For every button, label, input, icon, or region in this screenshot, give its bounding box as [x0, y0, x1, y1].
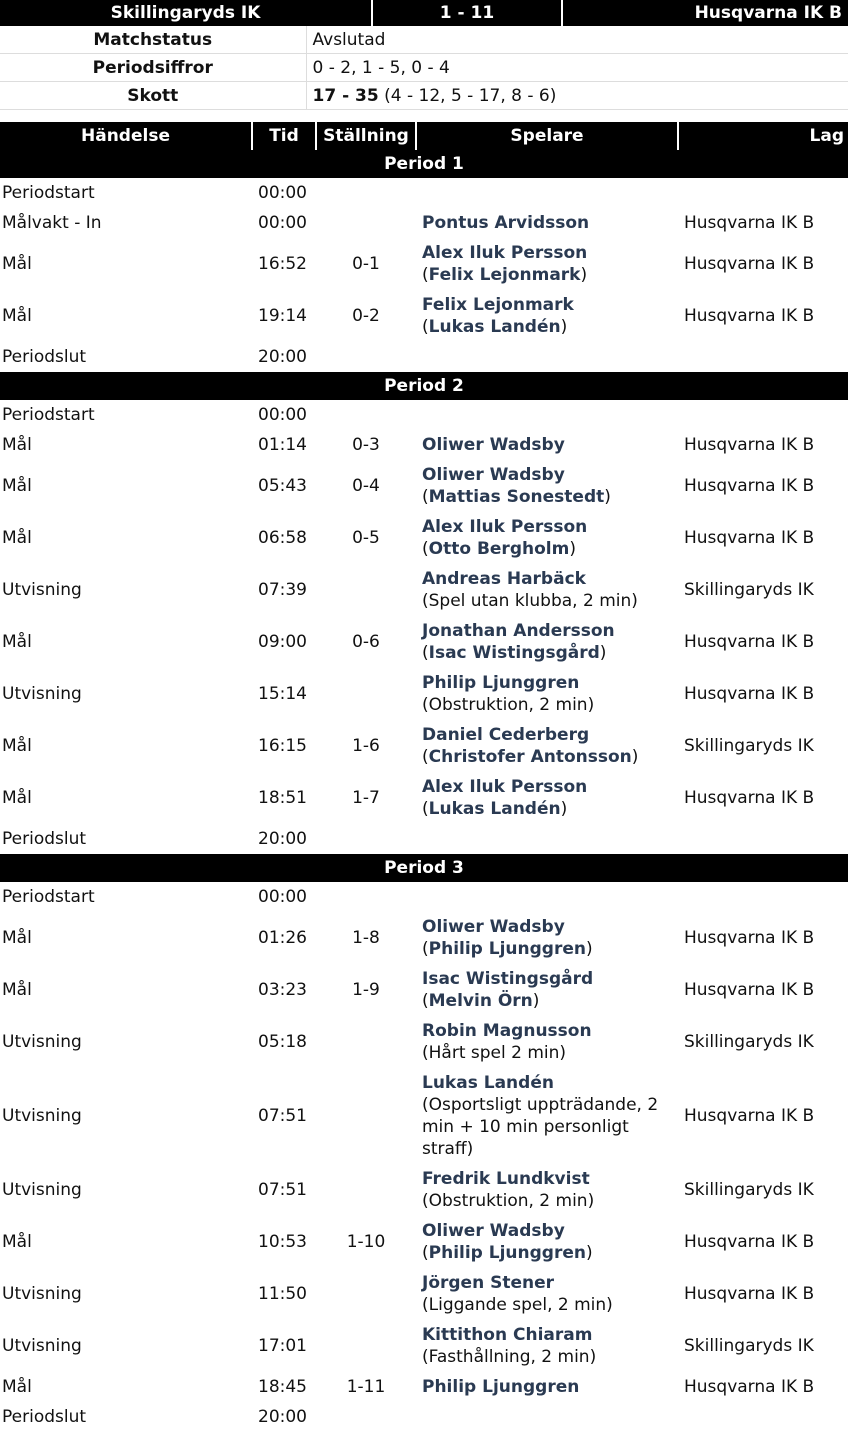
event-team: Skillingaryds IK	[684, 736, 814, 756]
event-team: Husqvarna IK B	[684, 928, 815, 948]
player-line	[422, 1220, 676, 1242]
player-line	[422, 672, 676, 694]
event-score: 0-4	[352, 476, 380, 496]
event-team: Husqvarna IK B	[684, 476, 815, 496]
player-line	[422, 916, 676, 938]
event-type: Mål	[2, 254, 32, 274]
event-row	[0, 430, 848, 460]
assist-player-link[interactable]: Lukas Landén	[428, 317, 561, 337]
event-team: Husqvarna IK B	[684, 1377, 815, 1397]
assist-player-link[interactable]: Otto Bergholm	[428, 539, 570, 559]
penalty-note: min + 10 min personligt	[422, 1117, 629, 1137]
event-time: 10:53	[258, 1232, 307, 1252]
event-score: 1-10	[346, 1232, 386, 1252]
event-time: 20:00	[258, 1407, 307, 1427]
player-line	[422, 294, 676, 316]
event-players	[416, 238, 678, 290]
event-row	[0, 772, 848, 824]
player-line	[422, 434, 676, 456]
col-time: Tid	[252, 122, 316, 150]
assist-line: (Felix Lejonmark)	[422, 265, 588, 285]
event-type: Utvisning	[2, 684, 82, 704]
assist-line: (Philip Ljunggren)	[422, 939, 593, 959]
player-link[interactable]: Oliwer Wadsby	[422, 1221, 565, 1241]
event-type: Utvisning	[2, 1032, 82, 1052]
event-type: Mål	[2, 788, 32, 808]
event-players	[416, 1372, 678, 1402]
penalty-note: (Osportsligt uppträdande, 2	[422, 1095, 659, 1115]
event-row	[0, 1216, 848, 1268]
event-type: Periodstart	[2, 405, 95, 425]
event-team: Husqvarna IK B	[684, 788, 815, 808]
event-team: Husqvarna IK B	[684, 1232, 815, 1252]
player-link[interactable]: Jörgen Stener	[422, 1273, 555, 1293]
player-link[interactable]: Lukas Landén	[422, 1073, 554, 1093]
player-link[interactable]: Alex Iluk Persson	[422, 517, 588, 537]
match-info	[0, 26, 848, 110]
event-type: Periodslut	[2, 829, 87, 849]
period-header-row	[0, 372, 848, 400]
event-type: Mål	[2, 435, 32, 455]
player-link[interactable]: Andreas Harbäck	[422, 569, 586, 589]
event-team: Husqvarna IK B	[684, 684, 815, 704]
assist-player-link[interactable]: Melvin Örn	[428, 991, 533, 1011]
event-type: Utvisning	[2, 1180, 82, 1200]
player-line	[422, 724, 676, 746]
event-score	[316, 1402, 416, 1432]
event-row	[0, 668, 848, 720]
player-line	[422, 620, 676, 642]
assist-player-link[interactable]: Philip Ljunggren	[428, 939, 586, 959]
event-score	[316, 824, 416, 854]
assist-player-link[interactable]: Felix Lejonmark	[428, 265, 581, 285]
event-players	[416, 824, 678, 854]
event-time: 01:26	[258, 928, 307, 948]
event-type: Mål	[2, 1377, 32, 1397]
player-link[interactable]: Daniel Cederberg	[422, 725, 590, 745]
event-row	[0, 178, 848, 208]
event-players	[416, 512, 678, 564]
shots-by-period: (4 - 12, 5 - 17, 8 - 6)	[378, 85, 557, 106]
player-link[interactable]: Alex Iluk Persson	[422, 777, 588, 797]
event-row	[0, 238, 848, 290]
event-time: 00:00	[258, 183, 307, 203]
event-type: Mål	[2, 1232, 32, 1252]
event-team: Husqvarna IK B	[684, 632, 815, 652]
event-row	[0, 512, 848, 564]
assist-player-link[interactable]: Isac Wistingsgård	[428, 643, 600, 663]
event-time: 16:15	[258, 736, 307, 756]
player-line	[422, 516, 676, 538]
event-team: Husqvarna IK B	[684, 1284, 815, 1304]
period-title: Period 2	[0, 372, 848, 400]
event-row	[0, 342, 848, 372]
assist-player-link[interactable]: Lukas Landén	[428, 799, 561, 819]
assist-line: (Melvin Örn)	[422, 991, 540, 1011]
info-label-status: Matchstatus	[0, 26, 306, 54]
assist-line: (Otto Bergholm)	[422, 539, 576, 559]
assist-line: (Christofer Antonsson)	[422, 747, 639, 767]
player-line	[422, 1020, 676, 1042]
event-team: Husqvarna IK B	[684, 1106, 815, 1126]
player-link[interactable]: Philip Ljunggren	[422, 673, 580, 693]
event-players	[416, 342, 678, 372]
event-type: Mål	[2, 632, 32, 652]
event-time: 19:14	[258, 306, 307, 326]
event-team: Husqvarna IK B	[684, 306, 815, 326]
event-time: 20:00	[258, 829, 307, 849]
event-team: Skillingaryds IK	[684, 1032, 814, 1052]
event-players	[416, 290, 678, 342]
event-score: 1-6	[352, 736, 380, 756]
event-team	[678, 342, 848, 372]
event-score: 1-7	[352, 788, 380, 808]
assist-line: (Isac Wistingsgård)	[422, 643, 607, 663]
event-type: Periodstart	[2, 887, 95, 907]
player-line	[422, 968, 676, 990]
event-time: 00:00	[258, 887, 307, 907]
event-row	[0, 208, 848, 238]
event-score: 0-3	[352, 435, 380, 455]
event-score	[316, 1268, 416, 1320]
assist-line: (Philip Ljunggren)	[422, 1243, 593, 1263]
event-score	[316, 882, 416, 912]
event-row	[0, 964, 848, 1016]
event-row	[0, 1402, 848, 1432]
event-score	[316, 400, 416, 430]
info-value-periods: 0 - 2, 1 - 5, 0 - 4	[306, 54, 848, 82]
event-team: Husqvarna IK B	[684, 435, 815, 455]
event-type: Utvisning	[2, 1106, 82, 1126]
event-type: Utvisning	[2, 580, 82, 600]
event-score: 1-9	[352, 980, 380, 1000]
event-score: 0-1	[352, 254, 380, 274]
player-link[interactable]: Fredrik Lundkvist	[422, 1169, 590, 1189]
event-players	[416, 400, 678, 430]
event-row	[0, 564, 848, 616]
event-type: Mål	[2, 476, 32, 496]
event-time: 07:39	[258, 580, 307, 600]
assist-line: (Lukas Landén)	[422, 317, 568, 337]
event-time: 03:23	[258, 980, 307, 1000]
event-team: Skillingaryds IK	[684, 1336, 814, 1356]
assist-player-link[interactable]: Philip Ljunggren	[428, 1243, 586, 1263]
event-score: 1-11	[346, 1377, 386, 1397]
event-team: Skillingaryds IK	[684, 1180, 814, 1200]
event-type: Utvisning	[2, 1336, 82, 1356]
event-team	[678, 178, 848, 208]
penalty-note: (Fasthållning, 2 min)	[422, 1347, 597, 1367]
event-team: Skillingaryds IK	[684, 580, 814, 600]
col-score: Ställning	[316, 122, 416, 150]
event-time: 11:50	[258, 1284, 307, 1304]
penalty-note: (Liggande spel, 2 min)	[422, 1295, 613, 1315]
player-line	[422, 568, 676, 590]
event-score	[316, 1068, 416, 1164]
event-row	[0, 1268, 848, 1320]
event-score	[316, 668, 416, 720]
event-players	[416, 772, 678, 824]
player-link[interactable]: Oliwer Wadsby	[422, 465, 565, 485]
event-time: 00:00	[258, 405, 307, 425]
info-label-periods: Periodsiffror	[0, 54, 306, 82]
event-players	[416, 430, 678, 460]
col-event: Händelse	[0, 122, 252, 150]
event-time: 05:18	[258, 1032, 307, 1052]
event-players	[416, 912, 678, 964]
event-players	[416, 208, 678, 238]
player-line	[422, 1376, 676, 1398]
match-header	[0, 0, 848, 26]
event-time: 05:43	[258, 476, 307, 496]
penalty-note: (Spel utan klubba, 2 min)	[422, 591, 638, 611]
event-team	[678, 1402, 848, 1432]
penalty-note: straff)	[422, 1139, 474, 1159]
event-type: Periodslut	[2, 1407, 87, 1427]
player-link[interactable]: Robin Magnusson	[422, 1021, 592, 1041]
player-line	[422, 1324, 676, 1346]
player-link[interactable]: Jonathan Andersson	[422, 621, 615, 641]
event-row	[0, 290, 848, 342]
player-link[interactable]: Oliwer Wadsby	[422, 435, 565, 455]
event-score: 0-2	[352, 306, 380, 326]
event-team	[678, 824, 848, 854]
penalty-note: (Obstruktion, 2 min)	[422, 695, 595, 715]
event-time: 17:01	[258, 1336, 307, 1356]
info-label-shots: Skott	[0, 82, 306, 110]
assist-player-link[interactable]: Christofer Antonsson	[428, 747, 632, 767]
event-team: Husqvarna IK B	[684, 980, 815, 1000]
event-players	[416, 178, 678, 208]
event-players	[416, 882, 678, 912]
col-team: Lag	[678, 122, 848, 150]
event-team: Husqvarna IK B	[684, 254, 815, 274]
event-players	[416, 668, 678, 720]
event-time: 15:14	[258, 684, 307, 704]
event-row	[0, 912, 848, 964]
event-type: Periodslut	[2, 347, 87, 367]
events-body	[0, 150, 848, 1432]
period-header-row	[0, 854, 848, 882]
event-players	[416, 1068, 678, 1164]
penalty-note: (Obstruktion, 2 min)	[422, 1191, 595, 1211]
assist-player-link[interactable]: Mattias Sonestedt	[428, 487, 605, 507]
player-line	[422, 212, 676, 234]
event-players	[416, 720, 678, 772]
event-score: 0-6	[352, 632, 380, 652]
player-link[interactable]: Kittithon Chiaram	[422, 1325, 593, 1345]
event-players	[416, 1402, 678, 1432]
player-link[interactable]: Isac Wistingsgård	[422, 969, 594, 989]
event-players	[416, 1268, 678, 1320]
event-score: 0-5	[352, 528, 380, 548]
event-score	[316, 564, 416, 616]
player-link[interactable]: Felix Lejonmark	[422, 295, 574, 315]
event-row	[0, 1164, 848, 1216]
player-line	[422, 1072, 676, 1094]
away-team[interactable]: Husqvarna IK B	[562, 0, 848, 26]
player-link[interactable]: Pontus Arvidsson	[422, 213, 590, 233]
player-line	[422, 1272, 676, 1294]
event-time: 20:00	[258, 347, 307, 367]
event-players	[416, 1164, 678, 1216]
event-players	[416, 460, 678, 512]
event-team	[678, 400, 848, 430]
event-row	[0, 400, 848, 430]
player-link[interactable]: Alex Iluk Persson	[422, 243, 588, 263]
event-row	[0, 1372, 848, 1402]
event-score	[316, 1164, 416, 1216]
event-team: Husqvarna IK B	[684, 213, 815, 233]
event-players	[416, 564, 678, 616]
assist-line: (Lukas Landén)	[422, 799, 568, 819]
event-row	[0, 616, 848, 668]
event-type: Mål	[2, 980, 32, 1000]
event-time: 18:45	[258, 1377, 307, 1397]
player-link[interactable]: Oliwer Wadsby	[422, 917, 565, 937]
event-score: 1-8	[352, 928, 380, 948]
event-players	[416, 1320, 678, 1372]
event-score	[316, 208, 416, 238]
event-type: Mål	[2, 528, 32, 548]
event-row	[0, 720, 848, 772]
event-players	[416, 1016, 678, 1068]
event-type: Mål	[2, 928, 32, 948]
event-row	[0, 1016, 848, 1068]
period-title: Period 3	[0, 854, 848, 882]
event-time: 16:52	[258, 254, 307, 274]
event-score	[316, 1016, 416, 1068]
player-link[interactable]: Philip Ljunggren	[422, 1377, 580, 1397]
event-type: Utvisning	[2, 1284, 82, 1304]
period-header-row	[0, 150, 848, 178]
event-time: 09:00	[258, 632, 307, 652]
shots-total: 17 - 35	[312, 85, 379, 106]
event-time: 06:58	[258, 528, 307, 548]
event-row	[0, 882, 848, 912]
event-time: 00:00	[258, 213, 307, 233]
events-table	[0, 122, 848, 1432]
event-time: 18:51	[258, 788, 307, 808]
event-time: 01:14	[258, 435, 307, 455]
info-value-status: Avslutad	[306, 26, 848, 54]
col-player: Spelare	[416, 122, 678, 150]
event-type: Mål	[2, 736, 32, 756]
event-players	[416, 1216, 678, 1268]
final-score: 1 - 11	[372, 0, 562, 26]
info-value-shots	[306, 82, 848, 110]
event-type: Mål	[2, 306, 32, 326]
period-title: Period 1	[0, 150, 848, 178]
event-team	[678, 882, 848, 912]
event-score	[316, 178, 416, 208]
event-row	[0, 460, 848, 512]
player-line	[422, 242, 676, 264]
event-players	[416, 964, 678, 1016]
event-type: Periodstart	[2, 183, 95, 203]
event-score	[316, 1320, 416, 1372]
event-row	[0, 1320, 848, 1372]
event-time: 07:51	[258, 1106, 307, 1126]
event-team: Husqvarna IK B	[684, 528, 815, 548]
penalty-note: (Hårt spel 2 min)	[422, 1043, 567, 1063]
home-team[interactable]: Skillingaryds IK	[0, 0, 372, 26]
player-line	[422, 776, 676, 798]
player-line	[422, 1168, 676, 1190]
player-line	[422, 464, 676, 486]
event-score	[316, 342, 416, 372]
assist-line: (Mattias Sonestedt)	[422, 487, 611, 507]
event-players	[416, 616, 678, 668]
event-row	[0, 824, 848, 854]
event-type: Målvakt - In	[2, 213, 102, 233]
event-time: 07:51	[258, 1180, 307, 1200]
event-row	[0, 1068, 848, 1164]
